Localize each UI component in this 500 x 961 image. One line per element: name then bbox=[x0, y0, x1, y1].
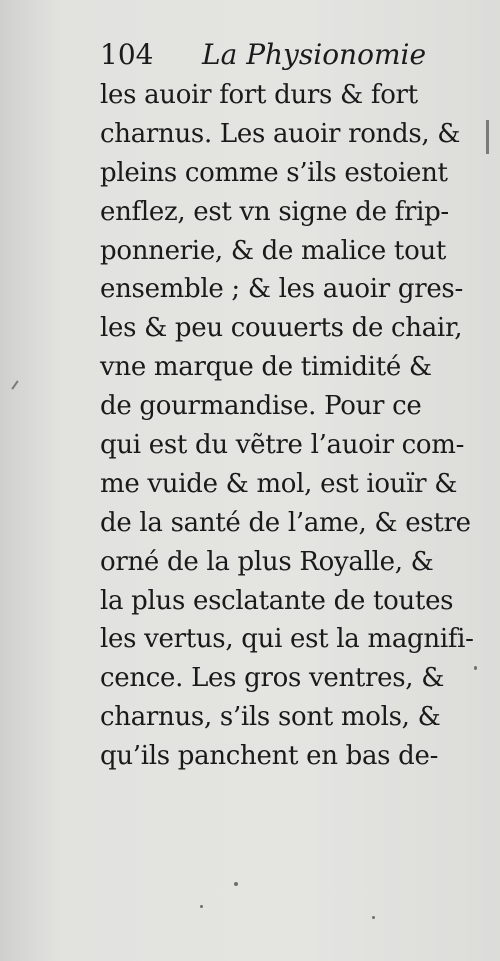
text-line: la plus esclatante de toutes bbox=[100, 585, 454, 616]
text-line: vne marque de timidité & bbox=[100, 352, 432, 383]
text-line: ponnerie, & de malice tout bbox=[100, 235, 447, 266]
text-line: de gourmandise. Pour ce bbox=[100, 391, 422, 422]
text-line: cence. Les gros ventres, & bbox=[100, 663, 445, 694]
text-line: enflez, est vn signe de frip- bbox=[100, 196, 449, 227]
text-line: de la santé de l’ame, & estre bbox=[100, 507, 471, 538]
text-line: me vuide & mol, est iouïr & bbox=[100, 468, 458, 499]
text-line: les auoir fort durs & fort bbox=[100, 80, 418, 110]
text-line: charnus. Les auoir ronds, & bbox=[100, 118, 461, 149]
paper-speck bbox=[200, 905, 203, 908]
text-line: les & peu couuerts de chair, bbox=[100, 313, 463, 344]
text-line: ensemble ; & les auoir gres- bbox=[100, 274, 463, 305]
text-line: orné de la plus Royalle, & bbox=[100, 546, 434, 577]
text-line: qu’ils panchent en bas de- bbox=[100, 741, 439, 772]
margin-mark bbox=[486, 120, 489, 154]
paper-speck bbox=[474, 666, 477, 670]
running-title: La Physionomie bbox=[202, 38, 427, 71]
text-line: charnus, s’ils sont mols, & bbox=[100, 702, 441, 733]
text-line: qui est du vẽtre l’auoir com- bbox=[100, 430, 465, 461]
paper-speck bbox=[234, 882, 238, 886]
page-number: 104 bbox=[100, 38, 154, 71]
body-text bbox=[100, 76, 475, 776]
text-line: pleins comme s’ils estoient bbox=[100, 157, 448, 188]
paper-speck bbox=[372, 916, 375, 919]
text-line: les vertus, qui est la magnifi- bbox=[100, 624, 474, 655]
margin-mark bbox=[11, 380, 18, 389]
